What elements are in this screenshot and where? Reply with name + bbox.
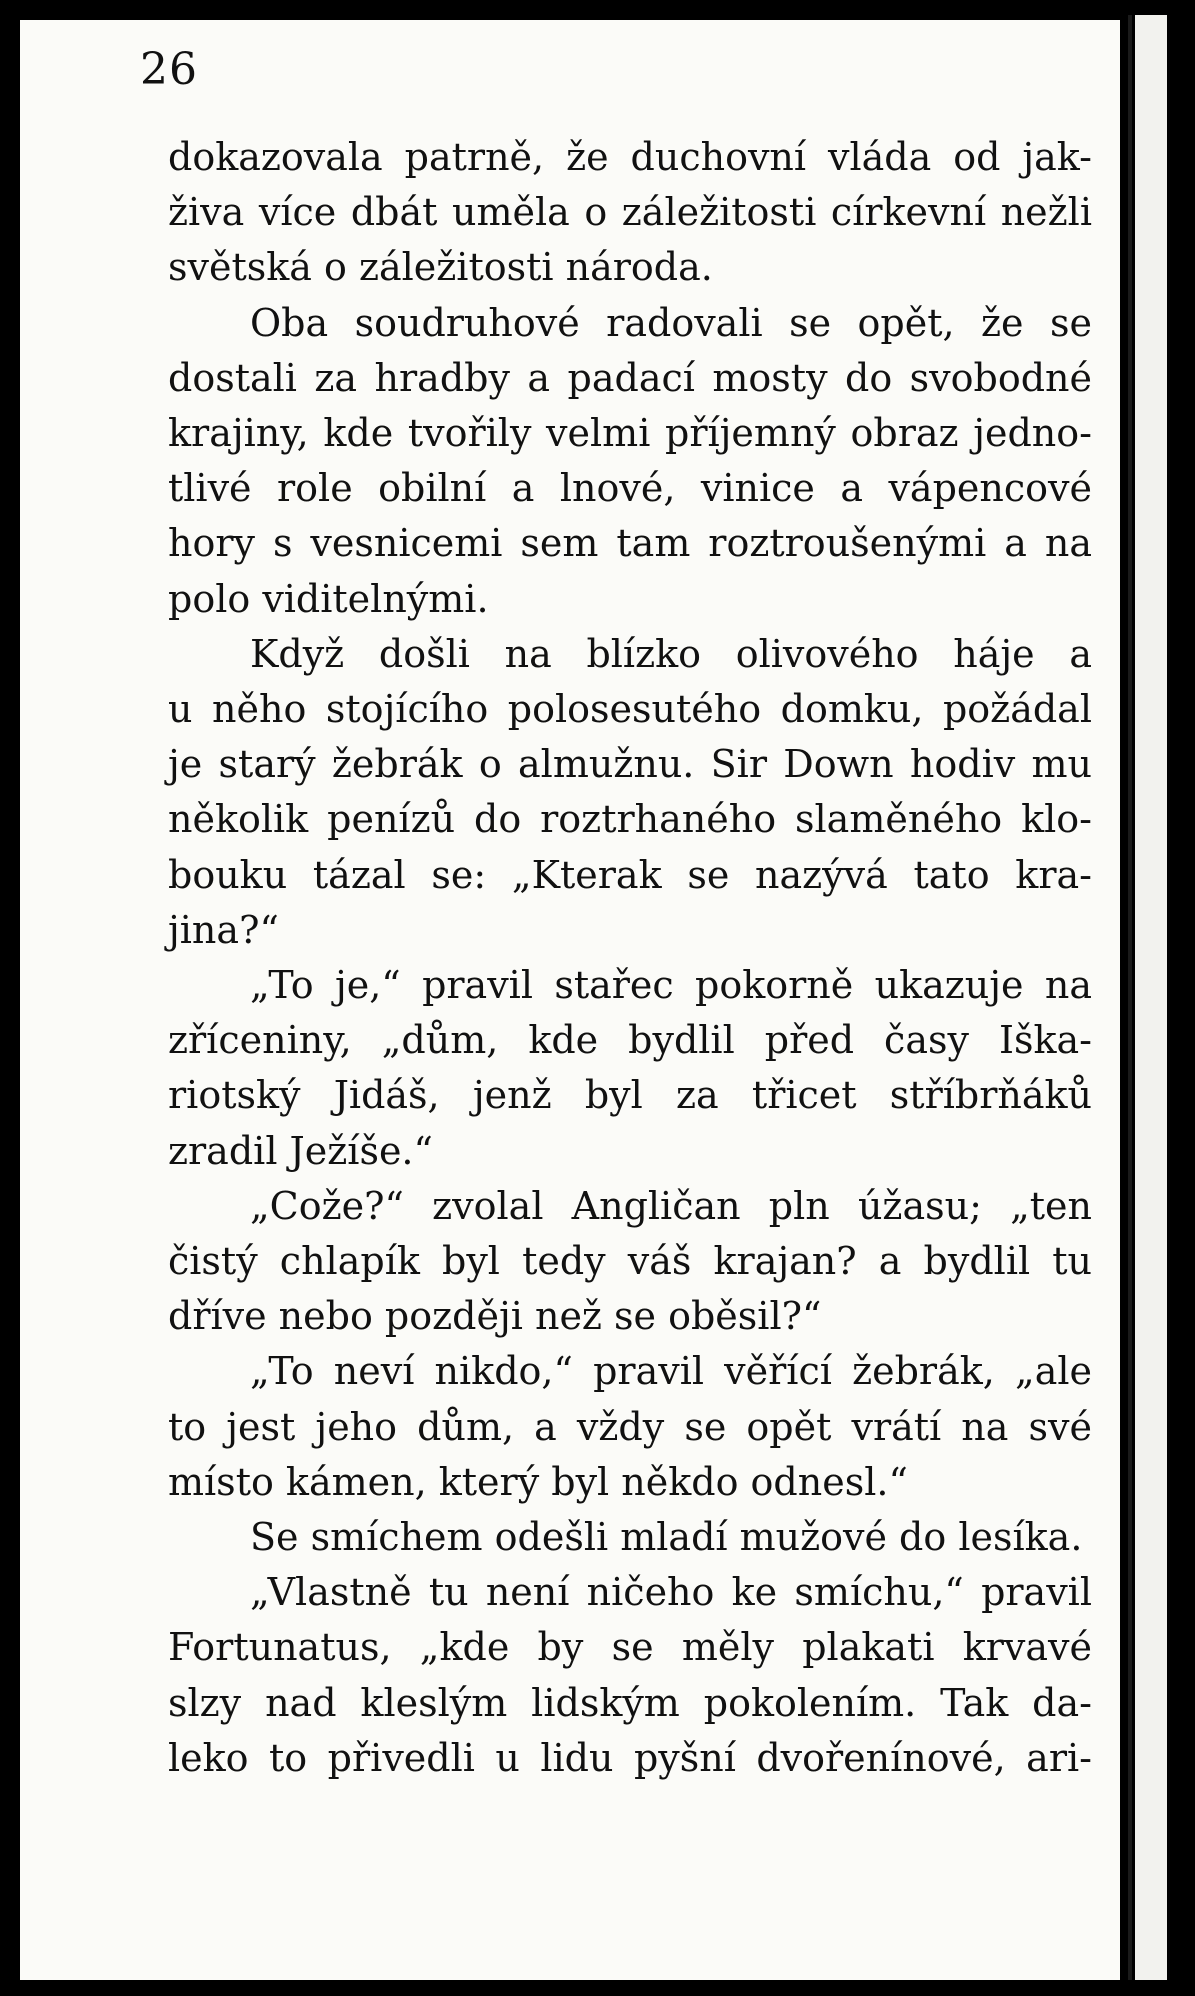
text-line: „Vlastně tu není ničeho ke smíchu,“ pravil — [250, 1570, 1092, 1615]
text-line: polo viditelnými. — [168, 576, 489, 621]
text-line: Fortunatus, „kde by se měly plakati krvavé — [168, 1625, 1092, 1670]
paragraph — [168, 1344, 1092, 1510]
text-line: „To neví nikdo,“ pravil věřící žebrák, „ale — [250, 1349, 1092, 1394]
text-line: čistý chlapík byl tedy váš krajan? a bydlil tu — [168, 1239, 1092, 1284]
text-line: několik penízů do roztrhaného slaměného klo- — [168, 797, 1092, 842]
text-line: místo kámen, který byl někdo odnesl.“ — [168, 1459, 908, 1504]
paragraph — [168, 1565, 1092, 1786]
text-line: krajiny, kde tvořily velmi příjemný obraz jedno- — [168, 411, 1092, 456]
text-line: zradil Ježíše.“ — [168, 1128, 433, 1173]
text-line: leko to přivedli u lidu pyšní dvořenínové, ari- — [168, 1735, 1092, 1780]
text-line: u něho stojícího polosesutého domku, požádal — [168, 687, 1092, 732]
text-line: světská o záležitosti národa. — [168, 245, 713, 290]
text-line: dostali za hradby a padací mosty do svobodné — [168, 355, 1092, 400]
paragraph — [168, 1179, 1092, 1345]
text-line: dříve nebo později než se oběsil?“ — [168, 1294, 822, 1339]
text-line: „To je,“ pravil stařec pokorně ukazuje na — [250, 963, 1092, 1008]
text-line: Když došli na blízko olivového háje a — [250, 631, 1092, 676]
text-line: je starý žebrák o almužnu. Sir Down hodiv mu — [168, 742, 1092, 787]
text-line: zříceniny, „dům, kde bydlil před časy Iška- — [168, 1018, 1092, 1063]
text-line: Oba soudruhové radovali se opět, že se — [250, 300, 1092, 345]
body-text — [168, 130, 1092, 1786]
text-line: jina?“ — [168, 907, 279, 952]
adjacent-page-edge — [1135, 15, 1167, 1980]
text-line: to jest jeho dům, a vždy se opět vrátí na své — [168, 1404, 1092, 1449]
text-line: živa více dbát uměla o záležitosti církevní nežli — [168, 190, 1092, 235]
paragraph — [168, 958, 1092, 1179]
text-line: Se smíchem odešli mladí mužové do lesíka. — [250, 1515, 1083, 1560]
paragraph — [168, 130, 1092, 296]
text-line: tlivé role obilní a lnové, vinice a vápencové — [168, 466, 1092, 511]
text-line: dokazovala patrně, že duchovní vláda od jak- — [168, 135, 1092, 179]
text-line: „Cože?“ zvolal Angličan pln úžasu; „ten — [250, 1183, 1092, 1228]
text-line: slzy nad kleslým lidským pokolením. Tak da- — [168, 1680, 1092, 1725]
page-number: 26 — [140, 44, 198, 95]
text-line: riotský Jidáš, jenž byl za třicet stříbrňáků — [168, 1073, 1092, 1118]
paragraph — [168, 1510, 1092, 1565]
paragraph — [168, 296, 1092, 627]
paragraph — [168, 627, 1092, 958]
text-line: bouku tázal se: „Kterak se nazývá tato kra- — [168, 852, 1092, 897]
page-edge-line — [1128, 15, 1132, 1980]
text-line: hory s vesnicemi sem tam roztroušenými a na — [168, 521, 1092, 566]
